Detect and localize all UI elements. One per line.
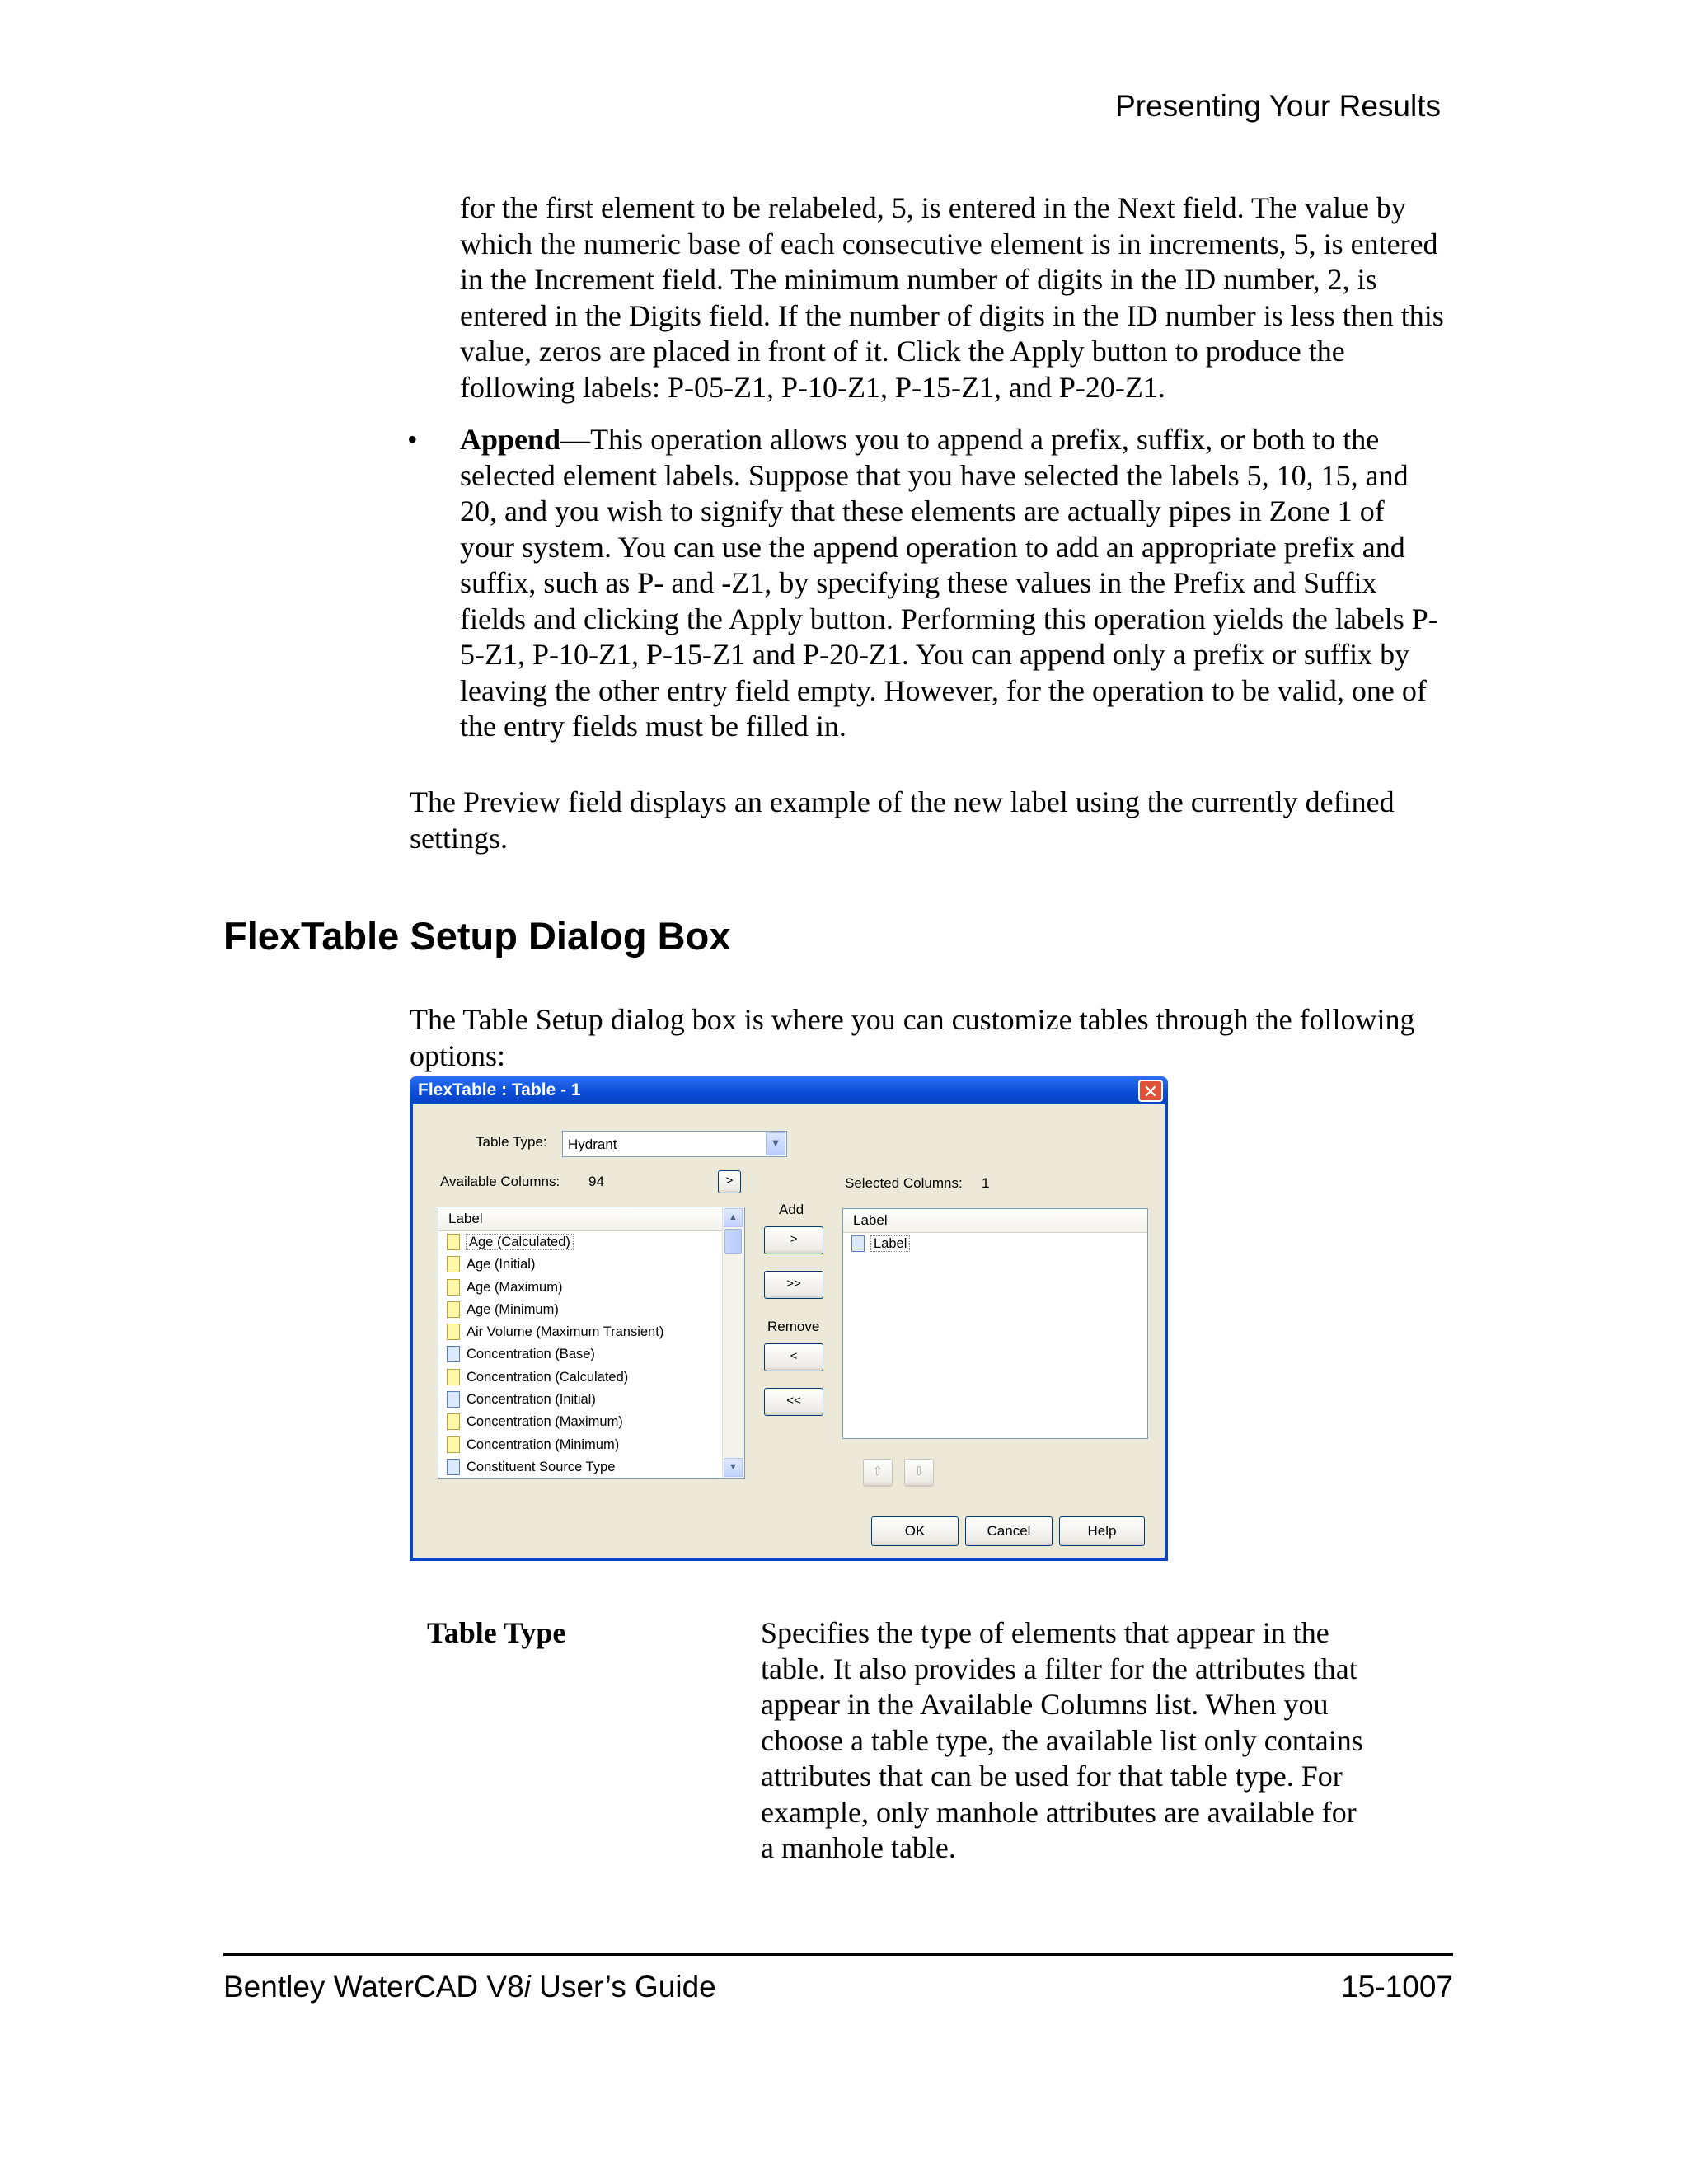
definition-description [761, 1615, 1363, 1867]
vertical-scrollbar[interactable] [722, 1207, 744, 1478]
chevron-down-icon[interactable]: ▼ [766, 1132, 785, 1155]
text-line: the entry fields must be filled in. [460, 710, 846, 743]
add-one-button[interactable]: > [764, 1226, 823, 1254]
document-icon [447, 1369, 460, 1385]
text-line: 5-Z1, P-10-Z1, P-15-Z1 and P-20-Z1. You can append only a prefix or suffix by [460, 638, 1410, 671]
available-columns-count: 94 [588, 1174, 604, 1189]
move-up-icon[interactable]: ⇧ [863, 1459, 893, 1487]
text-line: settings. [410, 821, 509, 855]
remove-all-button[interactable]: << [764, 1388, 823, 1416]
section-intro [410, 1002, 1415, 1074]
list-item[interactable]: Air Volume (Maximum Transient) [438, 1321, 744, 1343]
selected-columns-label: Selected Columns: [845, 1175, 963, 1191]
text-line: suffix, such as P- and -Z1, by specifying these values in the Prefix and Suffix [460, 566, 1377, 599]
document-icon [447, 1391, 460, 1408]
table-type-select[interactable] [562, 1131, 787, 1157]
list-item[interactable]: Constituent Source Type [438, 1456, 744, 1479]
text-line: following labels: P-05-Z1, P-10-Z1, P-15-Z1, and P-20-Z1. [460, 370, 1165, 404]
list-item[interactable]: Age (Initial) [438, 1254, 744, 1276]
help-button[interactable]: Help [1059, 1516, 1145, 1546]
text-line: appear in the Available Columns list. When you [761, 1688, 1329, 1721]
page-number: 15-1007 [1341, 1970, 1453, 2004]
selected-columns-list[interactable] [842, 1208, 1148, 1439]
scroll-up-icon[interactable]: ▲ [724, 1208, 743, 1227]
text-line: options: [410, 1038, 506, 1072]
text-line: entered in the Digits field. If the number of digits in the ID number is less then this [460, 298, 1444, 332]
scroll-thumb[interactable] [724, 1229, 742, 1254]
cancel-button[interactable]: Cancel [965, 1516, 1053, 1546]
flextable-dialog [410, 1076, 1168, 1561]
text-line: which the numeric base of each consecutive element is in increments, 5, is entered [460, 227, 1438, 260]
document-icon [447, 1459, 460, 1475]
list-item[interactable]: Age (Maximum) [438, 1277, 744, 1299]
preview-paragraph [410, 785, 1395, 856]
selected-columns-count: 1 [982, 1175, 990, 1191]
list-item[interactable]: Concentration (Calculated) [438, 1366, 744, 1389]
document-icon [851, 1235, 865, 1252]
definition-term: Table Type [427, 1616, 566, 1649]
list-item[interactable]: Label [843, 1233, 1147, 1255]
text-line: fields and clicking the Apply button. Performing this operation yields the labels P- [460, 602, 1438, 635]
footer-rule [223, 1953, 1453, 1956]
dialog-title: FlexTable : Table - 1 [418, 1080, 581, 1099]
list-item[interactable]: Concentration (Minimum) [438, 1434, 744, 1456]
table-type-label: Table Type: [476, 1134, 547, 1150]
append-first-line: —This operation allows you to append a prefix, suffix, or both to the [560, 423, 1380, 456]
list-column-header[interactable]: Label [438, 1207, 744, 1231]
document-icon [447, 1301, 460, 1318]
document-icon [447, 1413, 460, 1430]
dialog-body [413, 1104, 1165, 1558]
list-item[interactable]: Concentration (Base) [438, 1343, 744, 1366]
relabel-paragraph [460, 190, 1444, 405]
append-term: Append [460, 423, 561, 456]
close-icon[interactable]: ✕ [1138, 1080, 1163, 1102]
available-columns-label: Available Columns: [440, 1174, 560, 1189]
dialog-titlebar[interactable] [410, 1076, 1168, 1104]
text-line: choose a table type, the available list only contains [761, 1723, 1363, 1757]
text-line: in the Increment field. The minimum number of digits in the ID number, 2, is [460, 263, 1377, 296]
add-label: Add [779, 1202, 804, 1217]
running-header: Presenting Your Results [1115, 89, 1441, 123]
text-line: Specifies the type of elements that appear in the [761, 1616, 1329, 1649]
append-paragraph [460, 422, 1438, 745]
section-heading: FlexTable Setup Dialog Box [223, 914, 731, 958]
document-icon [447, 1256, 460, 1272]
text-line: table. It also provides a filter for the attributes that [761, 1652, 1357, 1685]
bullet-point: • [407, 423, 418, 456]
move-down-icon[interactable]: ⇩ [904, 1459, 934, 1487]
remove-label: Remove [767, 1319, 820, 1334]
document-icon [447, 1324, 460, 1340]
document-icon [447, 1436, 460, 1453]
text-line: The Table Setup dialog box is where you can customize tables through the following [410, 1003, 1415, 1036]
text-line: selected element labels. Suppose that you have selected the labels 5, 10, 15, and [460, 458, 1409, 492]
add-all-button[interactable]: >> [764, 1271, 823, 1299]
scroll-down-icon[interactable]: ▼ [724, 1458, 743, 1477]
document-icon [447, 1234, 460, 1250]
list-column-header[interactable]: Label [843, 1209, 1147, 1233]
document-icon [447, 1346, 460, 1362]
text-line: 20, and you wish to signify that these elements are actually pipes in Zone 1 of [460, 494, 1385, 527]
ok-button[interactable]: OK [871, 1516, 959, 1546]
go-button[interactable]: > [718, 1170, 741, 1193]
table-type-value: Hydrant [568, 1137, 617, 1152]
available-columns-list[interactable] [438, 1207, 745, 1479]
text-line: your system. You can use the append operation to add an appropriate prefix and [460, 530, 1405, 564]
document-icon [447, 1279, 460, 1296]
text-line: a manhole table. [761, 1831, 956, 1864]
text-line: The Preview field displays an example of the new label using the currently defined [410, 785, 1395, 818]
text-line: example, only manhole attributes are available for [761, 1795, 1357, 1829]
text-line: for the first element to be relabeled, 5, is entered in the Next field. The value by [460, 191, 1406, 224]
list-item[interactable]: Age (Minimum) [438, 1299, 744, 1321]
text-line [460, 422, 1438, 458]
text-line: attributes that can be used for that table type. For [761, 1760, 1343, 1793]
list-item[interactable]: Concentration (Initial) [438, 1389, 744, 1411]
remove-one-button[interactable]: < [764, 1343, 823, 1371]
footer-book-title: Bentley WaterCAD V8i User’s Guide [223, 1970, 716, 2004]
list-item[interactable]: Concentration (Maximum) [438, 1411, 744, 1433]
list-item[interactable]: Age (Calculated) [438, 1231, 744, 1254]
text-line: value, zeros are placed in front of it. Click the Apply button to produce the [460, 335, 1345, 368]
text-line: leaving the other entry field empty. However, for the operation to be valid, one of [460, 673, 1427, 707]
